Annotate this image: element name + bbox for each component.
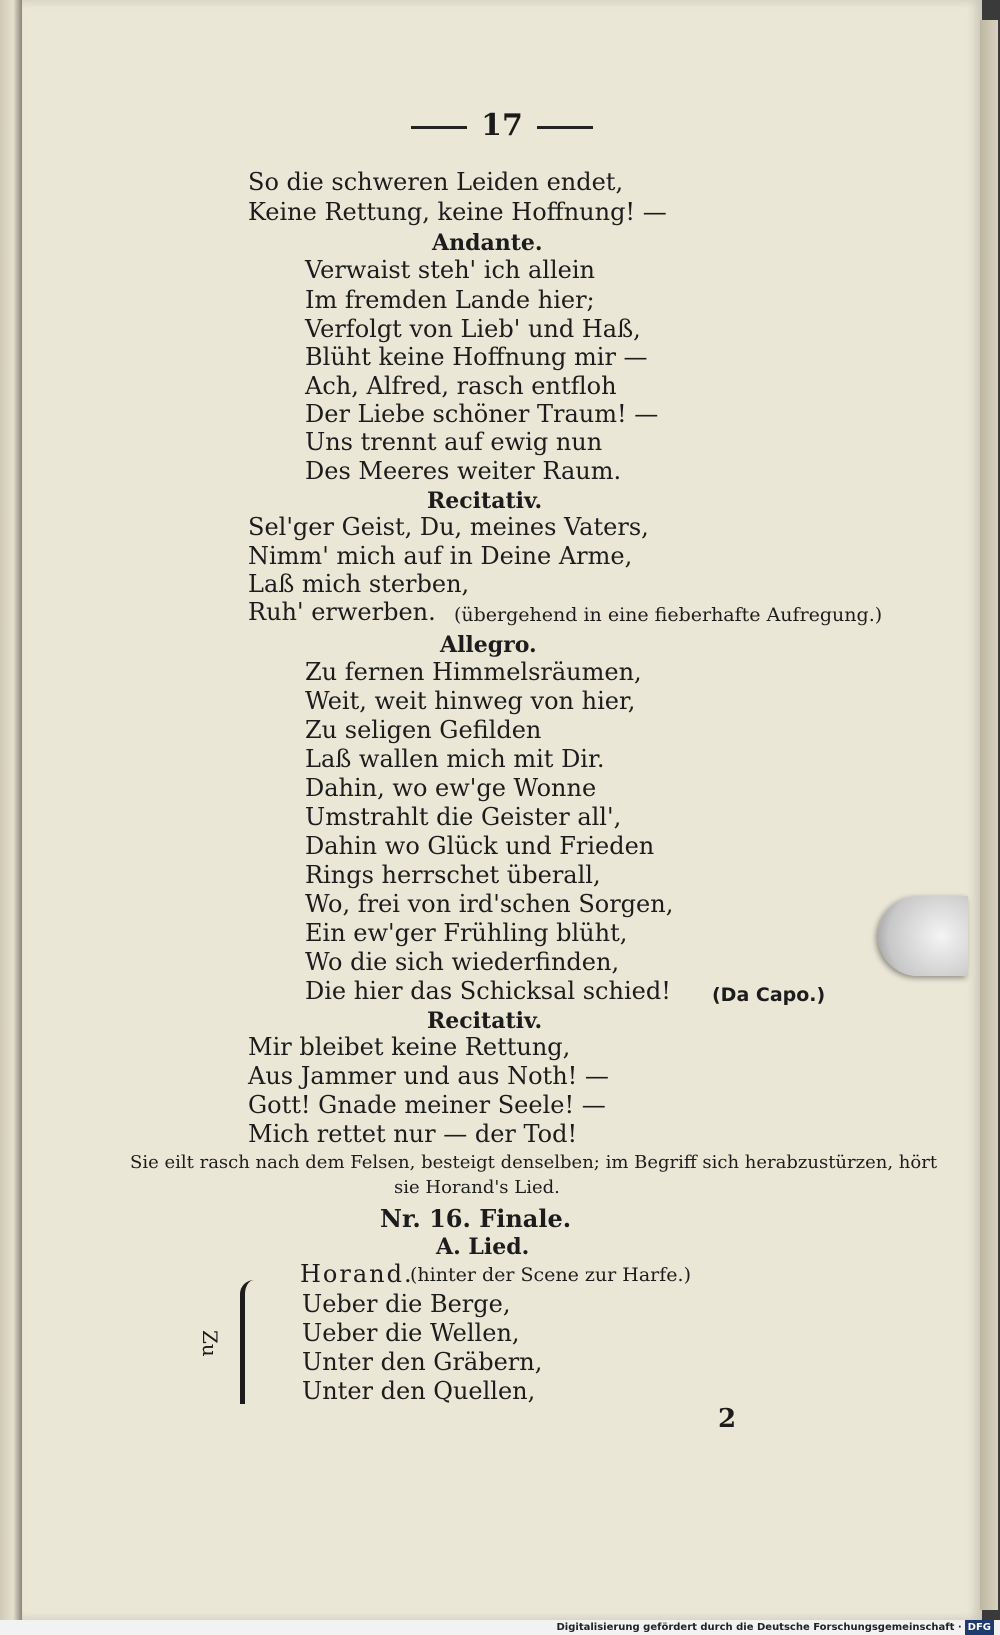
header-ornament-left (411, 126, 467, 129)
verse-line: Ueber die Berge, (302, 1290, 511, 1318)
verse-line: Zu seligen Gefilden (305, 716, 542, 744)
dfg-logo: DFG (965, 1620, 994, 1635)
credit-text: Digitalisierung gefördert durch die Deutsche Forschungsgemeinschaft · (556, 1622, 962, 1633)
verse-line: Nimm' mich auf in Deine Arme, (248, 542, 633, 570)
verse-line: Gott! Gnade meiner Seele! — (248, 1091, 606, 1119)
header-ornament-right (537, 126, 593, 129)
verse-line: Wo die sich wiederfinden, (305, 948, 620, 976)
margin-note: Zu (198, 1330, 222, 1357)
stage-direction: sie Horand's Lied. (394, 1177, 560, 1198)
stage-direction: (übergehend in eine fieberhafte Aufregung.) (454, 604, 883, 626)
verse-line: Rings herrschet überall, (305, 861, 601, 889)
verse-line: Dahin, wo ew'ge Wonne (305, 774, 597, 802)
page-header (22, 108, 982, 143)
verse-line: Der Liebe schöner Traum! — (305, 400, 659, 428)
verse-line: Sel'ger Geist, Du, meines Vaters, (248, 513, 649, 541)
speaker-name: Horand. (300, 1260, 414, 1288)
verse-line: Mir bleibet keine Rettung, (248, 1033, 571, 1061)
verse-line: Weit, weit hinweg von hier, (305, 687, 636, 715)
verse-line: Ach, Alfred, rasch entfloh (305, 372, 617, 400)
verse-line: Des Meeres weiter Raum. (305, 457, 622, 485)
verse-line: Aus Jammer und aus Noth! — (248, 1062, 609, 1090)
book-clip (878, 896, 968, 976)
digitization-credit (0, 1620, 1000, 1635)
verse-line: Dahin wo Glück und Frieden (305, 832, 655, 860)
stage-direction: Sie eilt rasch nach dem Felsen, besteigt denselben; im Begriff sich herabzustürzen, hört (130, 1152, 938, 1173)
verse-line: Laß mich sterben, (248, 570, 470, 598)
verse-line: Zu fernen Himmelsräumen, (305, 658, 642, 686)
verse-line: Unter den Quellen, (302, 1377, 536, 1405)
page-number: 17 (481, 108, 523, 143)
section-heading-recitativ-2: Recitativ. (427, 1008, 543, 1034)
verse-line: Verfolgt von Lieb' und Haß, (305, 315, 641, 343)
page-edge (980, 20, 998, 1610)
verse-line: Unter den Gräbern, (302, 1348, 543, 1376)
verse-line: Laß wallen mich mit Dir. (305, 745, 605, 773)
section-heading-andante: Andante. (432, 230, 543, 256)
verse-line: Die hier das Schicksal schied! (305, 977, 671, 1005)
verse-line: Uns trennt auf ewig nun (305, 428, 603, 456)
verse-line: Im fremden Lande hier; (305, 286, 595, 314)
verse-line: Ein ew'ger Frühling blüht, (305, 919, 628, 947)
verse-line: Ruh' erwerben. (248, 598, 436, 626)
verse-bracket (240, 1280, 259, 1404)
book-page (22, 0, 982, 1620)
verse-line: Verwaist steh' ich allein (305, 256, 595, 284)
text-line: So die schweren Leiden endet, (248, 168, 624, 196)
section-heading-recitativ: Recitativ. (427, 488, 543, 514)
verse-line: Wo, frei von ird'schen Sorgen, (305, 890, 674, 918)
section-heading-allegro: Allegro. (440, 632, 537, 658)
verse-line: Ueber die Wellen, (302, 1319, 520, 1347)
verse-line: Umstrahlt die Geister all', (305, 803, 622, 831)
finale-heading: Nr. 16. Finale. (380, 1204, 572, 1233)
page-signature: 2 (718, 1404, 737, 1434)
da-capo-mark: (Da Capo.) (712, 984, 826, 1006)
verse-line: Blüht keine Hoffnung mir — (305, 343, 648, 371)
speaker-direction: (hinter der Scene zur Harfe.) (410, 1264, 691, 1286)
text-line: Keine Rettung, keine Hoffnung! — (248, 198, 667, 226)
verse-line: Mich rettet nur — der Tod! (248, 1120, 578, 1148)
previous-page-edge (0, 0, 22, 1620)
finale-subheading: A. Lied. (436, 1234, 530, 1260)
